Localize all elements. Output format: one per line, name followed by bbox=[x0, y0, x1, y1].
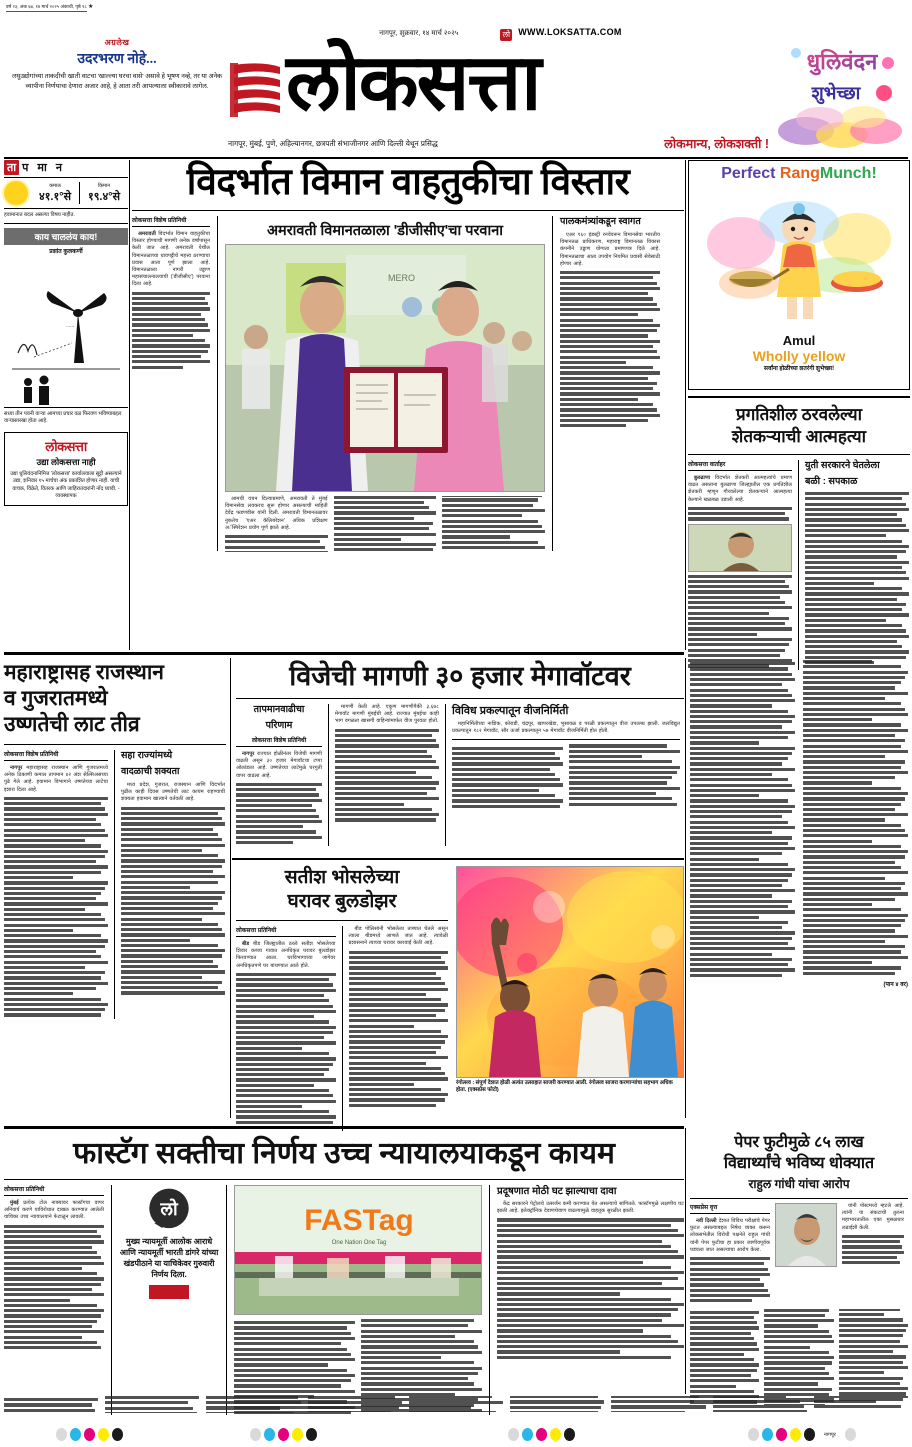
power-headline: विजेची मागणी ३० हजार मेगावॉटवर bbox=[289, 661, 631, 691]
loksatta-swoosh-icon bbox=[228, 59, 286, 119]
editorial-title: उदरभरण नोहे... bbox=[77, 52, 157, 67]
lead-side-kicker: पालकमंत्र्यांकडून स्वागत bbox=[560, 216, 641, 227]
rahul-byline: एक्सप्रेस वृत्त bbox=[690, 1203, 770, 1214]
notice-logo: लोकसत्ता bbox=[45, 438, 87, 454]
loksatta-mark-icon: लो bbox=[500, 29, 512, 41]
reg-dot-magenta bbox=[84, 1428, 95, 1441]
heatwave-story[interactable] bbox=[4, 660, 226, 1019]
fastag-logo-text: FASTag bbox=[304, 1204, 414, 1237]
amul-product-line: Wholly yellow bbox=[752, 348, 846, 364]
reg-dot-gray bbox=[250, 1428, 261, 1441]
farmer-dateline-city: बुलढाणा bbox=[694, 475, 711, 481]
rahul-gandhi-portrait bbox=[775, 1203, 837, 1267]
heat-kicker-line1: सहा राज्यांमध्ये bbox=[121, 750, 173, 761]
paper-tagline: लोकमान्य, लोकशक्ती ! bbox=[664, 137, 769, 151]
reg-dot-gray bbox=[56, 1428, 67, 1441]
star-icon: ★ bbox=[88, 4, 94, 10]
fastag-story[interactable] bbox=[4, 1136, 684, 1415]
loksatta-mark-icon bbox=[146, 1187, 192, 1233]
heat-dateline-city: नागपूर bbox=[10, 765, 23, 771]
reg-dot-black bbox=[112, 1428, 123, 1441]
power-col-1: नागपूर राज्यात होळीनंतर विजेची मागणी वाढली असून ३० हजार मेगावॉटचा टप्पा ओलांडला आहे. उष्णतेच्या लाटेमुळे घरगुती वापर वाढला आहे. bbox=[236, 751, 322, 844]
jump-line: (पान ४ वर) bbox=[883, 981, 908, 988]
lead-col-3: एअर १६० इंडस्ट्री रनवेवरून विमानसेवा भारतीय विमानतळ प्राधिकरण, महाराष्ट्र विमानतळ विकास कंपनीने उड्डाण योग्यता प्रमाणपत्र दिले आहे. विमानतळाचा आता उपयोग नियमित प्रवासी सेवेसाठी होणार आहे. bbox=[560, 232, 660, 427]
fastag-byline: लोकसत्ता प्रतिनिधी bbox=[4, 1185, 104, 1196]
amul-word-1: Perfect bbox=[721, 165, 776, 182]
reg-dot-gray-2 bbox=[845, 1428, 856, 1441]
cmyk-registration-dots-2 bbox=[250, 1428, 317, 1441]
power-subhead: विविध प्रकल्पातून वीजनिर्मिती bbox=[452, 705, 569, 717]
footer-city-mark: नागपूर bbox=[824, 1431, 836, 1438]
power-col-4 bbox=[452, 744, 680, 808]
column-rule bbox=[129, 160, 130, 650]
footer-text bbox=[4, 1396, 908, 1412]
masthead-divider bbox=[4, 157, 908, 159]
notice-body: उद्या धुलिवंदनानिमित्त 'लोकसत्ता' कार्यालयाला सुट्टी असल्याने उद्या, शनिवार १५ मार्चचा अंक प्रकाशित होणार नाही. याची वाचक, विक्रेते, वितरक आणि जाहिरातदारांनी नोंद घ्यावी. - व्यवस्थापक bbox=[10, 470, 122, 500]
cartoon-artwork bbox=[4, 257, 128, 407]
rahul-col-3 bbox=[690, 1309, 908, 1405]
right-rail bbox=[688, 160, 910, 670]
weather-badge: ता bbox=[4, 160, 19, 175]
section-divider-1 bbox=[4, 652, 684, 655]
reg-dot-cyan bbox=[264, 1428, 275, 1441]
reg-dot-magenta bbox=[278, 1428, 289, 1441]
heat-headline-line2: व गुजरातमध्ये bbox=[4, 687, 108, 710]
holi-photo-block bbox=[456, 866, 684, 1094]
power-col-2: मागणी केली आहे. एकूण मागणीपैकी ३,६७८ मेगावॉट मागणी मुंबईची आहे. राज्यात मुंबईचा काही भाग वगळता खासगी वाहिन्यांमार्फत वीज पुरवठा होतो. bbox=[335, 704, 439, 822]
issue-strip bbox=[0, 0, 912, 17]
weather-min-label: किमान bbox=[97, 182, 111, 189]
bulldozer-story[interactable] bbox=[236, 866, 448, 1131]
greeting-line2: शुभेच्छा bbox=[811, 83, 861, 103]
greeting-line1: धुलिवंदन bbox=[806, 49, 878, 74]
cmyk-registration-dots-4 bbox=[748, 1428, 856, 1441]
farmer-col-2 bbox=[805, 492, 909, 664]
publication-notice bbox=[4, 432, 128, 506]
weather-max-label: कमाल bbox=[49, 182, 61, 189]
heat-col-1: नागपूर महाराष्ट्रासह राजस्थान आणि गुजरातमध्ये अनेक ठिकाणी कमाल तापमान ४२ अंश सेल्सिअसच्या पुढे गेले आहे. हवामान विभागाने उष्णतेच्या लाटेचा इशारा दिला आहे. bbox=[4, 765, 108, 1017]
lead-photo bbox=[225, 244, 545, 492]
footer-continuation-row bbox=[4, 1396, 908, 1412]
masthead bbox=[0, 17, 912, 157]
bulldozer-headline-line2: घरावर बुलडोझर bbox=[287, 891, 397, 912]
red-marker bbox=[149, 1285, 189, 1299]
column-rule-mid bbox=[230, 658, 231, 1118]
svg-text:......: ...... bbox=[66, 322, 75, 329]
power-col-3: महानिर्मितीच्या नाशिक, कोराडी, चंद्रपूर, खापरखेडा, भुसावळ व परळी प्रकल्पातून वीज उपलब्ध झाली. जलविद्युत प्रकल्पातून १८२ मेगावॉट, सौर ऊर्जा प्रकल्पातून ५७ मेगावॉट वीजनिर्मिती होत होती. bbox=[452, 721, 680, 735]
fastag-subhead: प्रदूषणात मोठी घट झाल्याचा दावा bbox=[497, 1186, 617, 1197]
rahul-headline-line1: पेपर फुटीमुळे ८५ लाख bbox=[734, 1134, 864, 1151]
cartoon-title: काय चाललंय काय! bbox=[4, 228, 128, 245]
weather-max-value: ४१.१°से bbox=[38, 190, 72, 203]
fastag-headline: फास्टॅग सक्तीचा निर्णय उच्च न्यायालयाकडून कायम bbox=[73, 1137, 615, 1170]
amul-word-3: Munch! bbox=[819, 165, 877, 182]
cartoon-caption: सध्या तीन पवनी वाऱ्या आमच्या प्रचार वळ फिरवण भविष्याबद्दल वाऱ्यासारखा होता आहे. bbox=[4, 407, 128, 426]
fastag-dateline-city: मुंबई bbox=[10, 1200, 19, 1206]
weather-max bbox=[31, 183, 79, 204]
power-kicker-line1: तापमानवाढीचा bbox=[253, 704, 305, 715]
column-rule-right-3 bbox=[685, 1128, 686, 1394]
svg-text:MERO: MERO bbox=[388, 273, 415, 283]
weather-note: हवामानात बदल असल्या विषय नाहीत. bbox=[4, 209, 128, 224]
farmer-col-1: बुलढाणा विदर्भात शेतकरी आत्महत्यांचे प्रमाण वाढत असताना बुलढाणा जिल्ह्यातील एक प्रगतिशील शेतकरी म्हणून गौरवलेल्या शेतकऱ्याने आत्महत्या केल्याने खळबळ उडाली आहे. bbox=[688, 475, 792, 521]
farmer-byline: लोकसत्ता वार्ताहर bbox=[688, 460, 792, 471]
svg-text:One Nation One Tag: One Nation One Tag bbox=[331, 1240, 387, 1246]
fastag-col-2: केंद्र सरकारने पेट्रोलचे उत्सर्जन कमी करण्यात येत असल्याचे सांगितले. फास्टॅगमुळे लक्षणीय घट झाली आहे. इलेक्ट्रॉनिक देवाणघेवाण वाढल्यामुळे वाहतूक सुरळीत झाली. bbox=[497, 1201, 684, 1359]
website-url[interactable]: WWW.LOKSATTA.COM bbox=[518, 27, 622, 37]
farmer-continuation bbox=[690, 660, 908, 978]
rahul-col-1: नवी दिल्ली देशात विविध परीक्षांचे पेपर फुटत असल्याबद्दल निषेध व्यक्त करून लोकसभेतील विरोधी पक्षनेते राहुल गांधी यांनी पेपर फुटीचा हा प्रकार जाणीवपूर्वक घडवला जात असल्याचा आरोप केला. bbox=[690, 1218, 770, 1302]
reg-dot-cyan bbox=[762, 1428, 773, 1441]
holi-photo-caption: रंगोत्सव : संपूर्ण देशात होळी अत्यंत उत्साहात साजरी करण्यात आली. रंगोत्सव साजरा करणाऱ्यांचा सहभाग अधिक होता. (एक्सप्रेस फोटो) bbox=[456, 1080, 673, 1093]
logo-row bbox=[228, 38, 773, 129]
amul-marathi-message: सर्वांना होळीच्या शतरंगी शुभेच्छा! bbox=[763, 366, 835, 372]
left-rail bbox=[4, 160, 128, 506]
amul-brand: Amul bbox=[782, 333, 816, 348]
issue-info: वर्ष २३, अंक ६७, १४ मार्च २०२५ अंकाची, पृष्ठे १८ bbox=[6, 4, 87, 12]
bulldozer-dateline-city: बीड bbox=[242, 941, 250, 947]
svg-text:लो: लो bbox=[160, 1198, 178, 1219]
amul-girl-illustration bbox=[689, 183, 909, 333]
reg-dot-yellow bbox=[550, 1428, 561, 1441]
lead-dateline-city: अमरावती bbox=[138, 231, 156, 237]
farmer-headline-line1: प्रगतिशील ठरवलेल्या bbox=[736, 405, 862, 424]
paper-wordmark: लोकसत्ता bbox=[286, 38, 540, 126]
reg-dot-gray bbox=[748, 1428, 759, 1441]
heat-kicker-line2: वादळाची शक्यता bbox=[121, 766, 180, 777]
reg-dot-cyan bbox=[70, 1428, 81, 1441]
lead-story[interactable] bbox=[132, 160, 684, 551]
rahul-headline-line2: विद्यार्थ्यांचे भविष्य धोक्यात bbox=[723, 1155, 875, 1172]
weather-widget-header bbox=[4, 160, 128, 178]
farmer-sub-line2: बळी : सपकाळ bbox=[805, 476, 858, 487]
farmer-headline-line2: शेतकऱ्याची आत्महत्या bbox=[731, 427, 867, 446]
farmer-sub-line1: युती सरकारने घेतलेला bbox=[805, 460, 880, 471]
heat-headline-line1: महाराष्ट्रासह राजस्थान bbox=[4, 661, 164, 684]
reg-dot-magenta bbox=[776, 1428, 787, 1441]
heat-headline-line3: उष्णतेची लाट तीव्र bbox=[4, 713, 140, 736]
rahul-subhead: राहुल गांधी यांचा आरोप bbox=[748, 1177, 850, 1191]
power-byline: लोकसत्ता विशेष प्रतिनिधी bbox=[236, 736, 322, 747]
heat-byline: लोकसत्ता विशेष प्रतिनिधी bbox=[4, 750, 108, 761]
editorial-body: लघुउद्योगांच्या ताकदीची खाती वाटचा 'खाल्ल्या घरचा वासे' असावे हे भूषण नव्हे, तर या अनेक व्यापीना निर्णयाचा देणारा अजार आहे, हे आता तरी आपल्याला स्वीकारावे लागेल. bbox=[11, 73, 223, 90]
rahul-gandhi-story[interactable] bbox=[690, 1132, 908, 1404]
fastag-toll-plaza-photo bbox=[234, 1185, 482, 1315]
reg-dot-gray bbox=[508, 1428, 519, 1441]
fastag-judge-note: मुख्य न्यायमूर्ती आलोक आराधे आणि न्यायमूर्ती भारती डांगरे यांच्या खंडपीठाने या याचिकेवर गुरुवारी निर्णय दिला. bbox=[119, 1237, 219, 1279]
bulldozer-headline-line1: सतीश भोसलेच्या bbox=[284, 867, 400, 888]
power-kicker-line2: परिणाम bbox=[265, 720, 293, 731]
lead-deck: अमरावती विमानतळाला 'डीजीसीए'चा परवाना bbox=[266, 223, 504, 239]
power-demand-story[interactable] bbox=[236, 660, 684, 846]
editorial-teaser[interactable] bbox=[6, 37, 228, 92]
column-rule-right bbox=[685, 160, 686, 650]
rahul-col-2: यांनी पोस्टमध्ये म्हटले आहे. त्यांनी या संकटाची तुलना महाभारतातील एका मुसळधार लढाईशी केली. bbox=[842, 1203, 904, 1264]
reg-dot-yellow bbox=[790, 1428, 801, 1441]
publication-dateline: नागपूर, शुक्रवार, १४ मार्च २०२५ bbox=[379, 30, 459, 37]
weather-readings bbox=[4, 178, 128, 209]
reg-dot-cyan bbox=[522, 1428, 533, 1441]
weather-min-value: १९.४°से bbox=[87, 190, 121, 203]
cmyk-registration-dots-3 bbox=[508, 1428, 575, 1441]
fastag-col-1: मुंबई प्रत्येक टोल नाक्यावर फास्टॅगचा वापर अनिवार्य करणे याविरोधात दाखल करण्यात आलेली याचिका उच्च न्यायालयाने फेटाळून लावली. bbox=[4, 1200, 104, 1349]
bulldozer-byline: लोकसत्ता प्रतिनिधी bbox=[236, 926, 336, 937]
sun-icon bbox=[4, 181, 28, 205]
right-rail-lower-text bbox=[690, 660, 908, 988]
reg-dot-magenta bbox=[536, 1428, 547, 1441]
cartoon-artist: प्रशांत कुलकर्णी bbox=[49, 248, 83, 255]
editions-line: नागपूर, मुंबई, पुणे, अहिल्यानगर, छत्रपती संभाजीनगर आणि दिल्ली येथून प्रसिद्ध bbox=[228, 139, 438, 148]
column-rule-right-2 bbox=[685, 658, 686, 1118]
lead-headline: विदर्भात विमान वाहतुकीचा विस्तार bbox=[186, 161, 630, 202]
bulldozer-col-1: बीड बीड जिल्ह्यातील ठरले सतीश भोसलेच्या शिवार कब्जा गावात अनधिकृत घरावर बुलडोझर फिरवण्यात आला. घरविभागाच्या जागेवर अनधिकृतपणे घर बांधण्यात आले होते. bbox=[236, 941, 336, 1129]
reg-dot-yellow bbox=[292, 1428, 303, 1441]
bulldozer-col-2: बीड पोलिसांनी भोसलेला ताब्यात घेतले असून त्याला बीडमध्ये आणले जात आहे. त्यावेळी प्रशासनाने त्याच्या घरावर कारवाई केली आहे. bbox=[349, 926, 449, 1107]
holi-celebration-photo bbox=[456, 866, 684, 1078]
reg-dot-yellow bbox=[98, 1428, 109, 1441]
editorial-tag: अग्रलेख bbox=[104, 38, 130, 47]
farmer-portrait-photo bbox=[688, 524, 792, 572]
weather-min bbox=[80, 183, 128, 204]
amul-tagline bbox=[689, 161, 909, 183]
notice-heading: उद्या लोकसत्ता नाही bbox=[36, 456, 96, 467]
masthead-center bbox=[228, 21, 773, 151]
amul-word-2: Rang bbox=[779, 165, 820, 182]
power-dateline-city: नागपूर bbox=[242, 751, 255, 757]
section-divider-2 bbox=[232, 858, 684, 860]
cmyk-registration-dots-1 bbox=[56, 1428, 123, 1441]
heat-col-2: मध्य प्रदेश, गुजरात, राजस्थान आणि विदर्भात पुढील काही दिवस उष्णतेची लाट कायम राहण्याची शक्यता हवामान खात्याने वर्तवली आहे. bbox=[121, 782, 225, 995]
lead-col-1: अमरावती विदर्भात विमान वाहतुकीचा विस्तार होण्याची मागणी अनेक वर्षांपासून केली जात आहे. अमरावती येथील विमानतळाच्या धावपट्टीचे महत्त्व ठरण्याचा प्रवास आता पूर्ण झाला आहे. विमानतळाला नागरी उड्डाण महासंचालनालयाची ('डीजीसीए') परवाना दिला आहे. bbox=[132, 231, 210, 369]
holi-photo-credit: (एक्सप्रेस फोटो) bbox=[467, 1087, 499, 1093]
dhulivandan-greeting-graphic bbox=[776, 23, 908, 157]
rahul-dateline-city: नवी दिल्ली bbox=[696, 1218, 717, 1224]
weather-title: प मा न bbox=[22, 162, 66, 174]
lead-body-under-photo: आमची वचन दिल्याप्रमाणे, अमरावती ते मुंबई विमानसेवा लवकरच सुरू होणार असल्याची माहिती देवेंद्र फडणवीस यांनी दिली. अमरावती विमानतळावर नुकतेच 'एअर कॅलिबरेशन' अधिक प्रशिक्षण अॅस्पिरेशन प्रयोग पूर्ण झाले आहे. bbox=[225, 496, 545, 551]
section-divider-3 bbox=[4, 1126, 684, 1129]
lead-byline: लोकसत्ता विशेष प्रतिनिधी bbox=[132, 216, 210, 227]
farmer-col-1b bbox=[688, 575, 792, 668]
reg-dot-black bbox=[564, 1428, 575, 1441]
reg-dot-black bbox=[804, 1428, 815, 1441]
reg-dot-black bbox=[306, 1428, 317, 1441]
amul-advertisement[interactable] bbox=[688, 160, 910, 390]
